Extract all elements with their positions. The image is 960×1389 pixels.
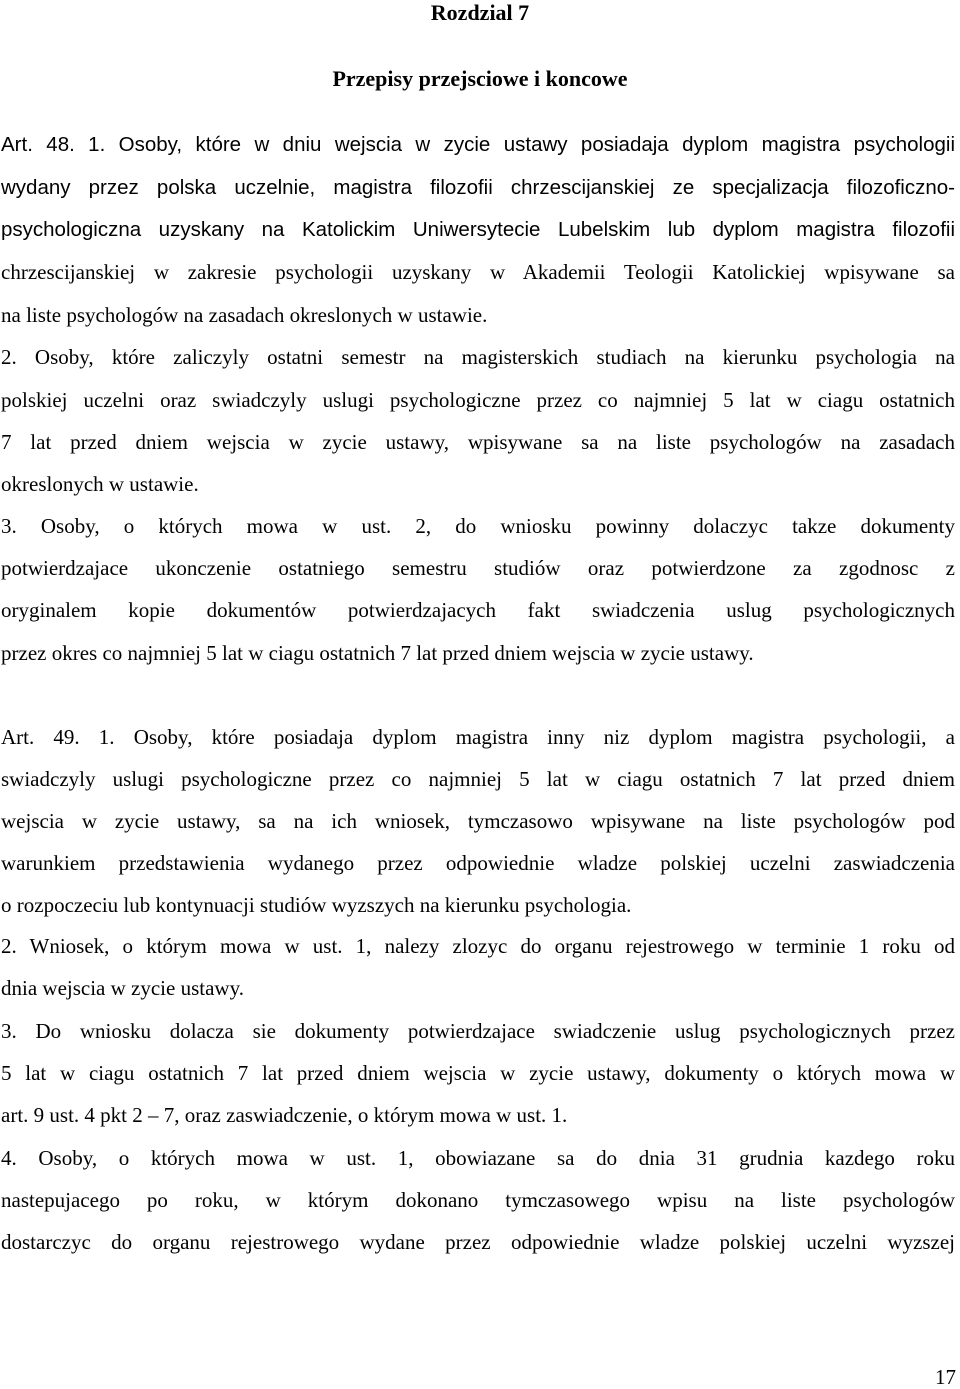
text-line-art49-6: 2. Wniosek, o którym mowa w ust. 1, nalezy zlozyc do organu rejestrowego w terminie 1 roku od bbox=[1, 934, 955, 958]
text-line-art48-6: 2. Osoby, które zaliczyly ostatni semestr na magisterskich studiach na kierunku psychologia na bbox=[1, 345, 955, 369]
text-line-art49-12: nastepujacego po roku, w którym dokonano tymczasowego wpisu na liste psychologów bbox=[1, 1188, 955, 1212]
text-line-art49-5: o rozpoczeciu lub kontynuacji studiów wyzszych na kierunku psychologia. bbox=[1, 893, 632, 917]
text-line-art49-9: 5 lat w ciagu ostatnich 7 lat przed dniem wejscia w zycie ustawy, dokumenty o których mowa w bbox=[1, 1061, 955, 1085]
text-line-art48-4: chrzescijanskiej w zakresie psychologii uzyskany w Akademii Teologii Katolickiej wpisywane sa bbox=[1, 260, 955, 284]
text-line-art48-13: przez okres co najmniej 5 lat w ciagu ostatnich 7 lat przed dniem wejscia w zycie ustawy. bbox=[1, 641, 754, 665]
text-line-art48-11: potwierdzajace ukonczenie ostatniego semestru studiów oraz potwierdzone za zgodnosc z bbox=[1, 556, 955, 580]
text-line-art49-10: art. 9 ust. 4 pkt 2 – 7, oraz zaswiadczenie, o którym mowa w ust. 1. bbox=[1, 1103, 568, 1127]
text-line-art48-9: okreslonych w ustawie. bbox=[1, 472, 199, 496]
text-line-art48-1: Art. 48. 1. Osoby, które w dniu wejscia w zycie ustawy posiadaja dyplom magistra psychologii bbox=[1, 133, 955, 156]
text-line-art49-2: swiadczyly uslugi psychologiczne przez co najmniej 5 lat w ciagu ostatnich 7 lat przed dniem bbox=[1, 767, 955, 791]
text-line-art49-7: dnia wejscia w zycie ustawy. bbox=[1, 976, 244, 1000]
text-line-art49-13: dostarczyc do organu rejestrowego wydane przez odpowiednie wladze polskiej uczelni wyzszej bbox=[1, 1230, 955, 1254]
text-line-art49-4: warunkiem przedstawienia wydanego przez odpowiednie wladze polskiej uczelni zaswiadczenia bbox=[1, 851, 955, 875]
text-line-art49-1: Art. 49. 1. Osoby, które posiadaja dyplom magistra inny niz dyplom magistra psychologii, a bbox=[1, 725, 955, 749]
text-line-art48-3: psychologiczna uzyskany na Katolickim Uniwersytecie Lubelskim lub dyplom magistra filozofii bbox=[1, 218, 955, 241]
text-line-art48-5: na liste psychologów na zasadach okreslonych w ustawie. bbox=[1, 303, 488, 327]
page-number: 17 bbox=[935, 1365, 956, 1389]
text-line-art48-10: 3. Osoby, o których mowa w ust. 2, do wniosku powinny dolaczyc takze dokumenty bbox=[1, 514, 955, 538]
text-line-art48-7: polskiej uczelni oraz swiadczyly uslugi psychologiczne przez co najmniej 5 lat w ciagu ostatnich bbox=[1, 388, 955, 412]
chapter-title: Rozdzial 7 bbox=[430, 0, 530, 25]
chapter-subtitle: Przepisy przejsciowe i koncowe bbox=[332, 66, 628, 91]
text-line-art49-3: wejscia w zycie ustawy, sa na ich wniosek, tymczasowo wpisywane na liste psychologów pod bbox=[1, 809, 955, 833]
text-line-art49-11: 4. Osoby, o których mowa w ust. 1, obowiazane sa do dnia 31 grudnia kazdego roku bbox=[1, 1146, 955, 1170]
text-line-art49-8: 3. Do wniosku dolacza sie dokumenty potwierdzajace swiadczenie uslug psychologicznych przez bbox=[1, 1019, 955, 1043]
text-line-art48-2: wydany przez polska uczelnie, magistra filozofii chrzescijanskiej ze specjalizacja filozoficzno- bbox=[1, 176, 955, 199]
text-line-art48-8: 7 lat przed dniem wejscia w zycie ustawy, wpisywane sa na liste psychologów na zasadach bbox=[1, 430, 955, 454]
text-line-art48-12: oryginalem kopie dokumentów potwierdzajacych fakt swiadczenia uslug psychologicznych bbox=[1, 598, 955, 622]
